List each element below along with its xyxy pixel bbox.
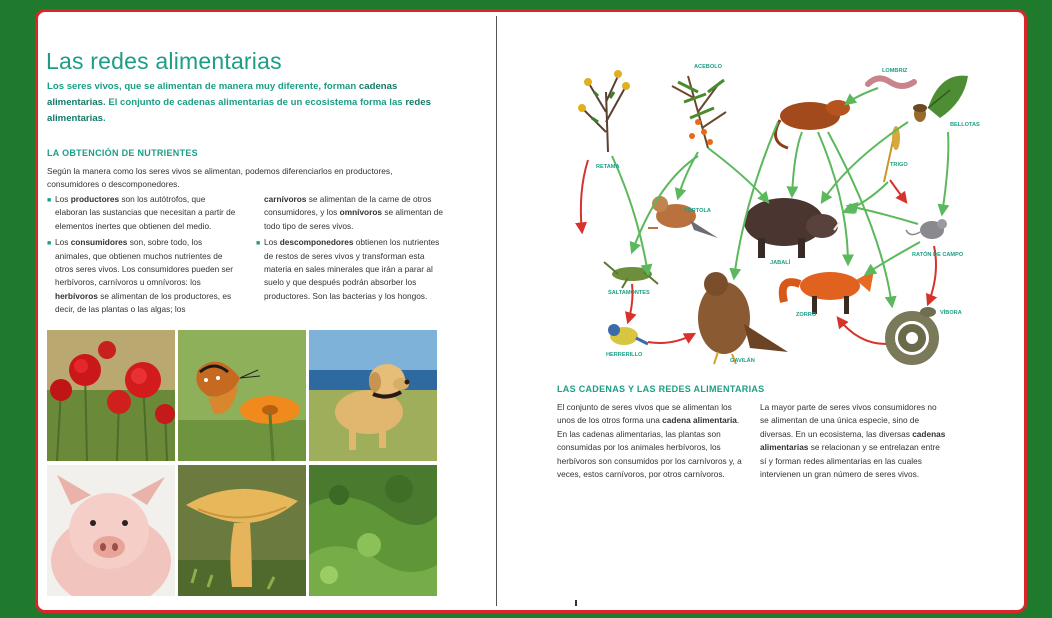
mushroom-photo: [178, 465, 306, 596]
zorro-animal: [783, 270, 874, 314]
text-column-2: [256, 193, 446, 306]
label-herrerillo: HERRERILLO: [606, 352, 643, 358]
label-tortola: TÓRTOLA: [684, 208, 711, 214]
bullet-icon: ■: [256, 240, 261, 248]
bullet-icon: ■: [47, 197, 52, 204]
bellotas-plant: [913, 76, 968, 122]
photo-grid: [47, 330, 437, 598]
arrow-vibora-zorro: [838, 318, 886, 344]
arrow-lombriz-musarana: [846, 88, 878, 104]
lead-paragraph: Los seres vivos, que se alimentan de manera muy diferente, forman cadenas alimentarias. El conjunto de cadenas alimentarias de un ecosistema forma las redes alimentarias.: [47, 81, 431, 124]
label-zorro: ZORRO: [796, 312, 817, 318]
dog-photo: [309, 330, 437, 461]
arrow-bellotas-raton: [942, 132, 948, 214]
label-trigo: TRIGO: [890, 162, 908, 168]
chains-paragraph-1: El conjunto de seres vivos que se alimentan los unos de los otros forma una cadena alimentaria. En las cadenas alimentarias, las plantas son consumidas por los animales herbívoros, los herbívoros son consumidos por los carnívoros y, a veces, estos carnívoros, por otros carnívoros.: [557, 402, 742, 480]
bullet-text: Los consumidores son, sobre todo, los animales, que obtienen muchos nutrientes de otros seres vivos. Los consumidores pueden ser herbívoros, carnívoros u omnívoros: los herbívoros se alimentan de los productores, es decir, de las plantas o las algas; los: [55, 237, 234, 315]
bullet-text: Los productores son los autótrofos, que elaboran las sustancias que necesitan a partir de elementos inertes que obtienen del medio.: [55, 194, 236, 231]
bullet-producers: [47, 193, 237, 233]
poppies-photo: [47, 330, 175, 461]
arrow-musarana-zorro: [818, 132, 848, 264]
label-saltamontes: SALTAMONTES: [608, 290, 650, 296]
label-bellotas: BELLOTAS: [950, 122, 980, 128]
label-gavilan: GAVILÁN: [730, 358, 755, 364]
saltamontes-animal: [604, 262, 658, 288]
herrerillo-animal: [608, 324, 648, 345]
continuation-text: carnívoros se alimentan de la carne de otros consumidores, y los omnívoros se alimentan de todo tipo de seres vivos.: [264, 194, 443, 231]
label-raton: RATÓN DE CAMPO: [912, 252, 964, 258]
page-spine: [496, 16, 497, 606]
arrow-retama-red: [581, 160, 588, 232]
arrow-raton-zorro: [866, 242, 920, 274]
acebolo-plant: [672, 76, 726, 148]
arrow-acebolo-tortola: [678, 152, 698, 198]
gavilan-animal: [698, 272, 788, 364]
tortola-animal: [648, 196, 718, 238]
bullet-consumers: [47, 236, 237, 316]
bullet-decomposers: [256, 236, 446, 303]
label-retama: RETAMA: [596, 164, 620, 170]
left-page: [46, 12, 486, 610]
label-lombriz: LOMBRIZ: [882, 68, 908, 74]
arrow-musarana-jabali: [792, 132, 802, 196]
label-vibora: VÍBORA: [940, 310, 962, 316]
moss-photo: [309, 465, 437, 596]
butterfly-photo: [178, 330, 306, 461]
page-title: Las redes alimentarias: [46, 48, 282, 74]
trigo-plant: [884, 126, 900, 182]
pig-photo: [47, 465, 175, 596]
book-spread: [35, 9, 1027, 613]
section-title-nutrients: LA OBTENCIÓN DE NUTRIENTES: [47, 148, 198, 158]
label-jabali: JABALÍ: [770, 260, 791, 266]
text-column-1: [47, 193, 237, 320]
vibora-animal: [890, 307, 936, 360]
arrow-raton-jabali: [848, 206, 918, 224]
page-mark: [575, 600, 577, 606]
chains-paragraph-2: La mayor parte de seres vivos consumidores no se alimentan de una única especie, sino de diversas. En un ecosistema, las diversas cadenas alimentarias se relacionan y se entrelazan entre sí y forman redes alimentarias en las cuales intervienen un gran número de seres vivos.: [760, 402, 946, 480]
bullet-text: Los descomponedores obtienen los nutrientes de restos de seres vivos y transforman esta materia en sales minerales que irán a parar al suelo y que después podrán absorber los productores. Son las bacterias y los hongos.: [264, 237, 440, 301]
label-acebolo: ACEBOLO: [694, 64, 722, 70]
lombriz-animal: [868, 78, 914, 86]
arrow-retama-saltamontes: [612, 156, 648, 274]
arrow-trigo-raton: [890, 180, 906, 202]
retama-plant: [578, 70, 630, 152]
section-title-chains: LAS CADENAS Y LAS REDES ALIMENTARIAS: [557, 384, 765, 394]
intro-paragraph: Según la manera como los seres vivos se alimentan, podemos diferenciarlos en productores, consumidores o descomponedores.: [47, 166, 393, 189]
bullet-icon: ■: [47, 240, 52, 248]
jabali-animal: [744, 198, 840, 258]
food-web-illustration: [548, 52, 988, 372]
arrow-herrerillo-gavilan: [648, 334, 694, 343]
musarana-animal: [776, 100, 851, 148]
